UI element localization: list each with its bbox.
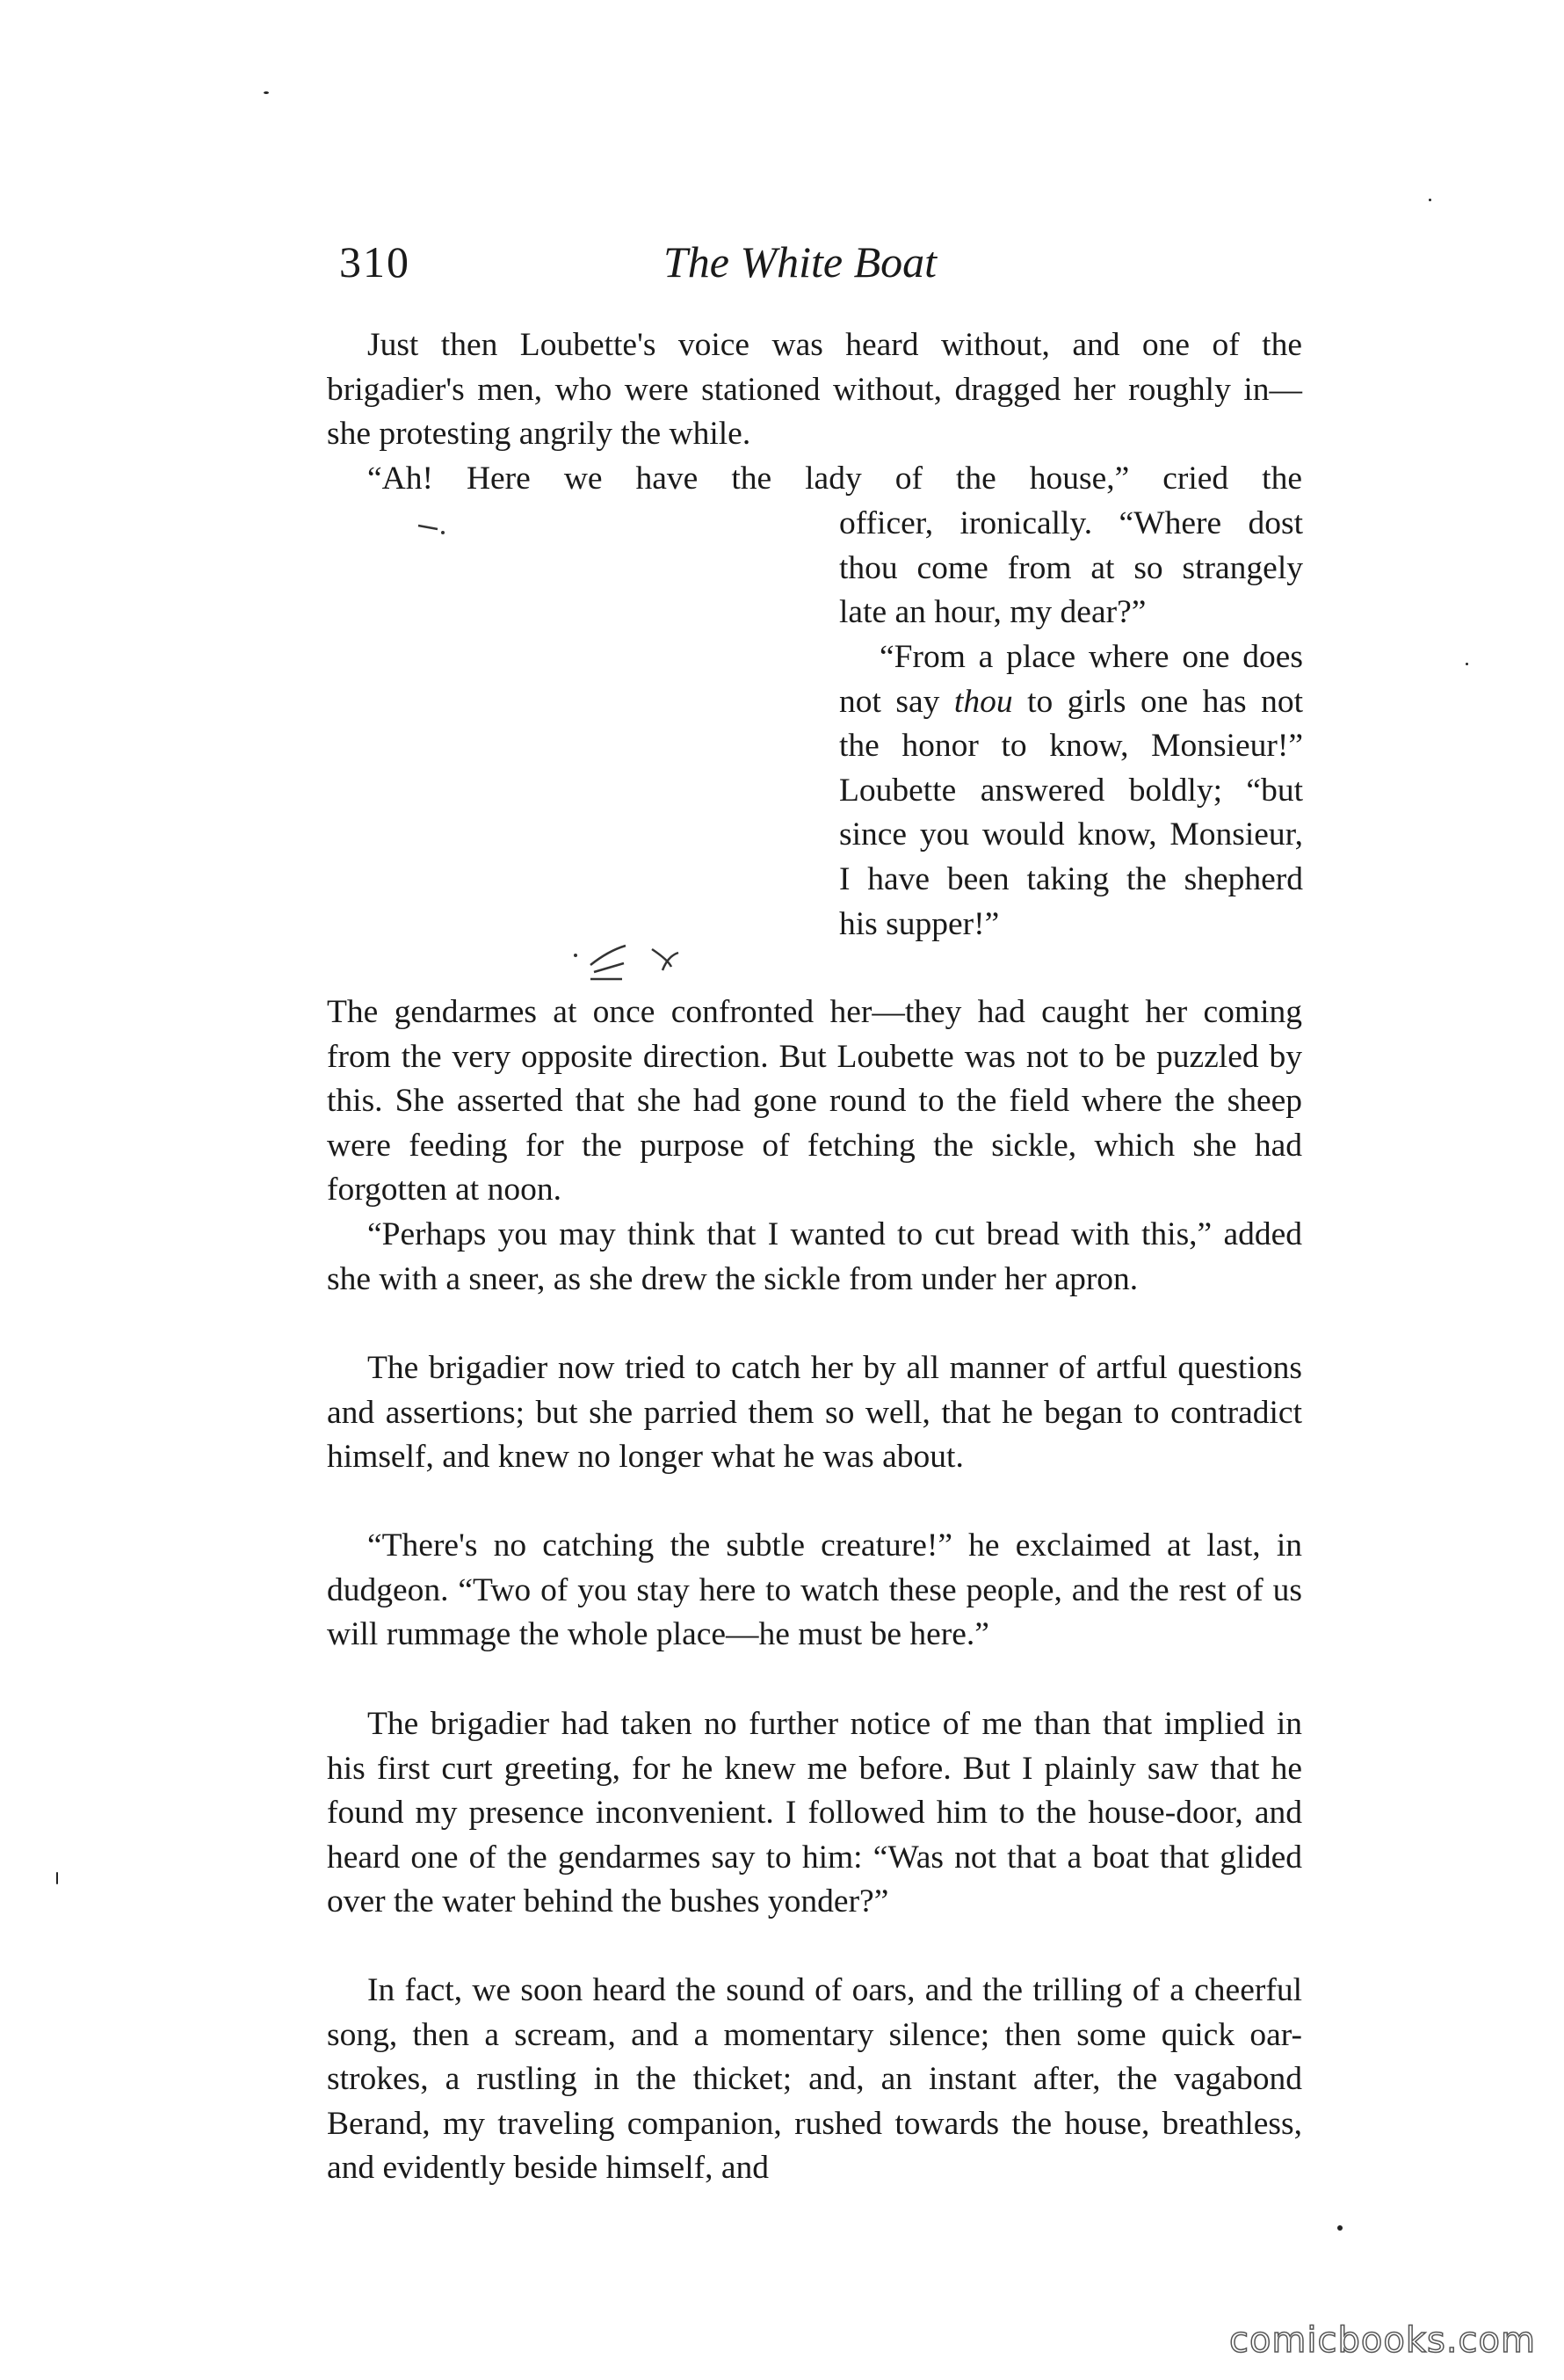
speck-mark	[1429, 199, 1431, 201]
illustration-area	[327, 492, 808, 989]
paragraph-2-lead: “Ah! Here we have the lady of the house,” cried the	[367, 461, 1302, 497]
paragraph-1: Just then Loubette's voice was heard without, and one of the brigadier's men, who were stationed without, dragged her roughly in—she protesting angrily the while.	[327, 327, 1302, 453]
faint-sketch-marks	[327, 492, 808, 989]
paragraph-3-italic-word: thou	[953, 683, 1013, 720]
page-number: 310	[339, 237, 410, 287]
paragraph-9: In fact, we soon heard the sound of oars, and the trilling of a cheerful song, then a scream, and a momentary silence; then some quick oar-strokes, a rustling in the thicket; and, an instant after, the vagabond Berand, my traveling companion, rushed towards the house, breathless, and evidently beside himself, and	[327, 1972, 1302, 2187]
running-title: The White Boat	[663, 237, 938, 287]
paragraph-3-text-a: “From a place where one does not say	[839, 639, 1303, 720]
paragraph-4: The gendarmes at once confronted her—they had caught her coming from the very opposite direction. But Loubette was not to be puzzled by this. She asserted that she had gone round to the field where the sheep were feeding for the purpose of fetching the sickle, which she had forgotten at noon.	[327, 994, 1302, 1208]
paragraph-2-column: officer, ironically. “Where dost thou come from at so strangely late an hour, my dear?”	[839, 505, 1303, 631]
paragraph-3-column	[839, 635, 1303, 947]
paragraph-6: The brigadier now tried to catch her by all manner of artful questions and assertions; but she parried them so well, that he began to contradict himself, and knew no longer what he was about.	[327, 1350, 1302, 1476]
speck-mark	[264, 91, 269, 94]
paragraph-5: “Perhaps you may think that I wanted to cut bread with this,” added she with a sneer, as she drew the sickle from under her apron.	[327, 1216, 1302, 1297]
paragraph-7: “There's no catching the subtle creature!” he exclaimed at last, in dudgeon. “Two of you stay here to watch these people, and the rest of us will rummage the whole place—he must be here.”	[327, 1527, 1302, 1653]
paragraph-8: The brigadier had taken no further notice of me than that implied in his first curt greeting, for he knew me before. But I plainly saw that he found my presence inconvenient. I followed him to the house-door, and heard one of the gendarmes say to him: “Was not that a boat that glided over the water behind the bushes yonder?”	[327, 1706, 1302, 1920]
watermark-logo: comicbooks.com	[1228, 2320, 1536, 2361]
paragraph-3-text-b: to girls one has not the honor to know, Monsieur!” Loubette answered boldly; “but since you would know, Monsieur, I have been taking the shepherd his supper!”	[839, 683, 1303, 942]
speck-mark	[1337, 2225, 1343, 2231]
speck-mark	[1466, 663, 1468, 665]
speck-mark	[56, 1872, 58, 1884]
